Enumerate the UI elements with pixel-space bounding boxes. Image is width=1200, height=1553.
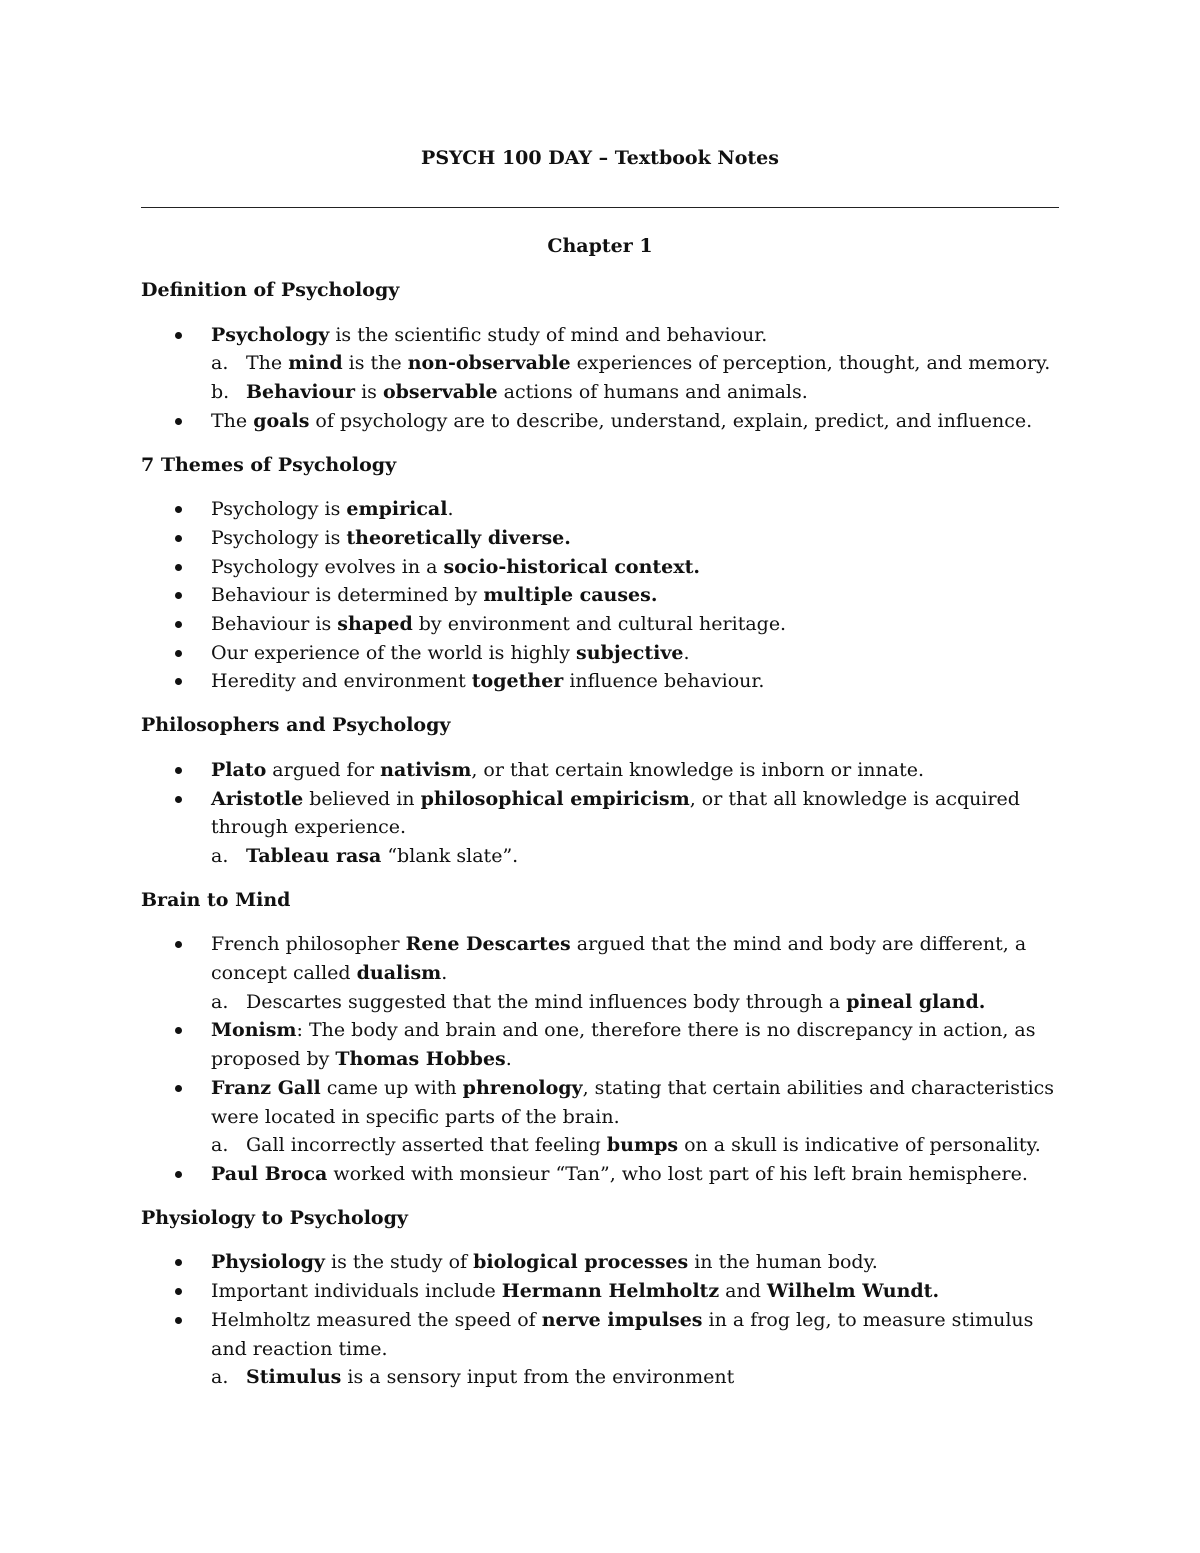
sub-list	[211, 1131, 1059, 1160]
text-run: Psychology is	[211, 526, 347, 549]
bold-term: Tableau rasa	[246, 844, 382, 867]
text-run: in the human body.	[688, 1251, 878, 1274]
section-heading: Definition of Psychology	[141, 279, 400, 301]
sub-list	[211, 842, 1059, 871]
bullet-item	[141, 639, 1059, 668]
bold-term: Behaviour	[246, 381, 356, 404]
chapter-heading: Chapter 1	[547, 235, 653, 257]
bullet-item	[141, 1160, 1059, 1189]
bullet-list	[141, 930, 1059, 1188]
sub-item	[211, 988, 1059, 1017]
section-heading: Philosophers and Psychology	[141, 714, 451, 737]
text-run: .	[505, 1048, 512, 1071]
sub-item-marker: a.	[211, 990, 229, 1013]
text-run: argued that the mind and body are different, a concept called	[211, 933, 1027, 985]
sub-item-marker: a.	[211, 352, 229, 375]
bullet-list	[141, 756, 1059, 871]
sub-list	[211, 988, 1059, 1017]
text-run: Behaviour is	[211, 613, 338, 636]
section-heading: Brain to Mind	[141, 888, 291, 911]
bullet-item	[141, 407, 1059, 436]
sub-item-marker: a.	[211, 1134, 229, 1157]
bullet-item	[141, 321, 1059, 407]
text-run: is	[355, 381, 383, 404]
text-run: experiences of perception, thought, and memory.	[570, 352, 1051, 375]
text-run: by environment and cultural heritage.	[412, 613, 787, 636]
bold-term: Rene Descartes	[405, 933, 571, 956]
text-run: is the study of	[324, 1251, 474, 1274]
text-run: worked with monsieur “Tan”, who lost part of his left brain hemisphere.	[327, 1162, 1028, 1185]
bullet-item	[141, 495, 1059, 524]
bullet-list	[141, 1248, 1059, 1392]
bold-term: nativism	[380, 758, 472, 781]
text-run: is a sensory input from the environment	[341, 1366, 735, 1389]
text-run: is the	[342, 352, 408, 375]
bold-term: Psychology	[211, 323, 330, 346]
bullet-item	[141, 1248, 1059, 1277]
bold-term: nerve impulses	[541, 1308, 703, 1331]
text-run: Gall incorrectly asserted that feeling	[246, 1134, 607, 1157]
bullet-list	[141, 495, 1059, 696]
bullet-item	[141, 1016, 1059, 1073]
bold-term: multiple causes.	[483, 584, 658, 607]
bullet-item	[141, 1306, 1059, 1392]
bold-term: dualism	[356, 962, 442, 985]
bold-term: goals	[253, 409, 310, 432]
bold-term: theoretically diverse.	[346, 526, 571, 549]
bold-term: Thomas Hobbes	[335, 1048, 506, 1071]
title-divider	[141, 207, 1059, 208]
sub-item-marker: a.	[211, 844, 229, 867]
bullet-item	[141, 553, 1059, 582]
sub-item	[211, 1131, 1059, 1160]
bold-term: Wilhelm Wundt.	[766, 1280, 940, 1303]
bullet-item	[141, 667, 1059, 696]
bullet-list	[141, 321, 1059, 436]
sub-item	[211, 349, 1059, 378]
text-run: : The body and brain and one, therefore there is no discrepancy in action, as proposed by	[211, 1019, 1036, 1071]
text-run: , stating that certain abilities and characteristics were located in specific parts of the brain.	[211, 1076, 1055, 1128]
bold-term: mind	[288, 352, 343, 375]
bold-term: empirical	[346, 498, 448, 521]
bold-term: Stimulus	[246, 1366, 342, 1389]
text-run: French philosopher	[211, 933, 406, 956]
bold-term: pineal gland.	[846, 990, 986, 1013]
notes-body	[141, 276, 1059, 1407]
document-title: PSYCH 100 DAY – Textbook Notes	[421, 147, 779, 169]
text-run: came up with	[320, 1076, 463, 1099]
bold-term: biological processes	[473, 1251, 689, 1274]
bullet-item	[141, 1074, 1059, 1160]
bold-term: Franz Gall	[211, 1076, 321, 1099]
bold-term: together	[471, 670, 564, 693]
text-run: in a frog leg, to measure stimulus and reaction time.	[211, 1308, 1034, 1360]
text-run: and	[719, 1280, 767, 1303]
sub-list	[211, 349, 1059, 406]
bold-term: shaped	[337, 613, 413, 636]
sub-item-marker: a.	[211, 1366, 229, 1389]
text-run: Behaviour is determined by	[211, 584, 484, 607]
bullet-item	[141, 581, 1059, 610]
text-run: Psychology is	[211, 498, 347, 521]
text-run: actions of humans and animals.	[497, 381, 808, 404]
bold-term: Monism	[211, 1019, 297, 1042]
text-run: is the scientific study of mind and behaviour.	[329, 323, 768, 346]
bold-term: phrenology	[462, 1076, 583, 1099]
bold-term: Plato	[211, 758, 267, 781]
bold-term: philosophical empiricism	[420, 787, 690, 810]
bold-term: non-observable	[407, 352, 571, 375]
text-run: Our experience of the world is highly	[211, 641, 577, 664]
text-run: The	[211, 409, 254, 432]
bold-term: bumps	[606, 1134, 679, 1157]
section-heading: 7 Themes of Psychology	[141, 453, 397, 476]
sub-item	[211, 378, 1059, 407]
bold-term: Physiology	[211, 1251, 325, 1274]
text-run: .	[447, 498, 454, 521]
bold-term: Hermann Helmholtz	[501, 1280, 720, 1303]
sub-item-marker: b.	[211, 381, 230, 404]
bullet-item	[141, 1277, 1059, 1306]
bold-term: observable	[382, 381, 498, 404]
text-run: , or that certain knowledge is inborn or innate.	[471, 758, 925, 781]
text-run: , or that all knowledge is acquired through experience.	[211, 787, 1020, 839]
bullet-item	[141, 785, 1059, 871]
text-run: The	[246, 352, 289, 375]
text-run: believed in	[303, 787, 421, 810]
sub-item	[211, 842, 1059, 871]
text-run: .	[441, 962, 448, 985]
bold-term: Aristotle	[211, 787, 304, 810]
section-heading: Physiology to Psychology	[141, 1206, 408, 1229]
bullet-item	[141, 524, 1059, 553]
text-run: on a skull is indicative of personality.	[678, 1134, 1041, 1157]
text-run: argued for	[266, 758, 381, 781]
text-run: influence behaviour.	[563, 670, 765, 693]
bold-term: Paul Broca	[211, 1162, 328, 1185]
text-run: of psychology are to describe, understand, explain, predict, and influence.	[309, 409, 1033, 432]
text-run: “blank slate”.	[381, 844, 519, 867]
text-run: Important individuals include	[211, 1280, 502, 1303]
text-run: Descartes suggested that the mind influences body through a	[246, 990, 847, 1013]
bullet-item	[141, 610, 1059, 639]
text-run: Heredity and environment	[211, 670, 472, 693]
bullet-item	[141, 930, 1059, 1016]
bullet-item	[141, 756, 1059, 785]
sub-item	[211, 1363, 1059, 1392]
bold-term: subjective	[576, 641, 684, 664]
text-run: Helmholtz measured the speed of	[211, 1308, 542, 1331]
sub-list	[211, 1363, 1059, 1392]
text-run: Psychology evolves in a	[211, 555, 444, 578]
text-run: .	[683, 641, 690, 664]
bold-term: socio-historical context.	[443, 555, 700, 578]
